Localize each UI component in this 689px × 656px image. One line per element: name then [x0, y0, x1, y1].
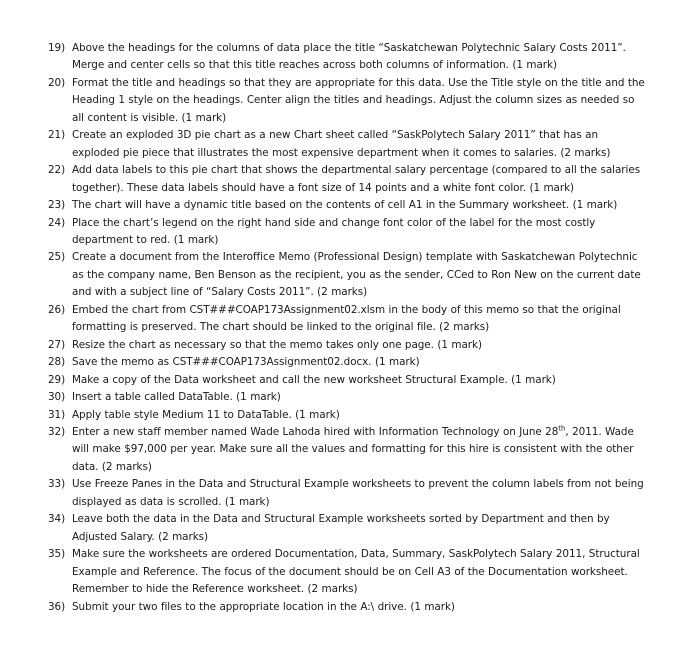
item-number: 33): [48, 478, 66, 491]
item-text: Leave both the data in the Data and Structural Example worksheets sorted by Department and then by Adjusted Salary. (2 marks): [72, 513, 610, 543]
instruction-list: [48, 40, 648, 616]
item-text: Format the title and headings so that they are appropriate for this data. Use the Title style on the title and the Heading 1 style on the headings. Center align the titles and headings. Adjust the column sizes as needed so all content is visible. (1 mark): [72, 76, 645, 124]
list-item: [48, 197, 648, 214]
item-number: 36): [48, 600, 66, 613]
item-number: 24): [48, 216, 66, 229]
item-text: [72, 424, 648, 476]
item-text: Make sure the worksheets are ordered Documentation, Data, Summary, SaskPolytech Salary 2011, Structural Example and Reference. The focus of the document should be on Cell A3 of the Documentation worksheet. Remember to hide the Reference worksheet. (2 marks): [72, 548, 640, 596]
item-text: Resize the chart as necessary so that the memo takes only one page. (1 mark): [72, 338, 482, 351]
list-item: [48, 337, 648, 354]
list-item: [48, 215, 648, 250]
item-text: Create a document from the Interoffice Memo (Professional Design) template with Saskatchewan Polytechnic as the company name, Ben Benson as the recipient, you as the sender, CCed to Ron New on the current date and with a subject line of “Salary Costs 2011”. (2 marks): [72, 251, 641, 299]
item-text: Embed the chart from CST###COAP173Assignment02.xlsm in the body of this memo so that the original formatting is preserved. The chart should be linked to the original file. (2 marks): [72, 303, 621, 334]
ordinal-superscript: th: [558, 424, 566, 433]
list-item: [48, 127, 648, 162]
item-number: 20): [48, 76, 66, 89]
list-item: [48, 476, 648, 511]
item-number: 34): [48, 513, 66, 526]
item-text: Above the headings for the columns of data place the title “Saskatchewan Polytechnic Salary Costs 2011”. Merge and center cells so that this title reaches across both columns of information. (1 mark): [72, 42, 626, 72]
item-text: Create an exploded 3D pie chart as a new Chart sheet called “SaskPolytech Salary 2011” that has an exploded pie piece that illustrates the most expensive department when it comes to salaries. (2 marks): [72, 129, 611, 159]
item-number: 29): [48, 373, 66, 386]
item-text: The chart will have a dynamic title based on the contents of cell A1 in the Summary worksheet. (1 mark): [72, 199, 618, 212]
item-number: 23): [48, 199, 66, 212]
item-number: 35): [48, 548, 66, 561]
item-text: Submit your two files to the appropriate location in the A:\ drive. (1 mark): [72, 600, 455, 613]
item-text: Make a copy of the Data worksheet and call the new worksheet Structural Example. (1 mark): [72, 373, 556, 386]
item-text: Use Freeze Panes in the Data and Structural Example worksheets to prevent the column labels from not being displayed as data is scrolled. (1 mark): [72, 478, 644, 508]
item-number: 28): [48, 356, 66, 369]
item-number: 22): [48, 164, 66, 177]
list-item: [48, 389, 648, 406]
item-number: 19): [48, 42, 66, 54]
item-number: 31): [48, 408, 66, 421]
list-item: [48, 424, 648, 476]
list-item: [48, 372, 648, 389]
item-number: 26): [48, 303, 66, 316]
list-item: [48, 302, 648, 337]
list-item: [48, 511, 648, 546]
item-text-before: Enter a new staff member named Wade Lahoda hired with Information Technology on June 28: [72, 425, 559, 438]
list-item: [48, 354, 648, 371]
list-item: [48, 75, 648, 127]
item-number: 30): [48, 391, 66, 404]
item-number: 27): [48, 338, 66, 351]
list-item: [48, 546, 648, 598]
list-item: [48, 249, 648, 301]
item-number: 32): [48, 425, 66, 438]
item-number: 25): [48, 251, 66, 264]
item-text-after: , 2011. Wade will make $97,000 per year. Make sure all the values and formatting for this hire is consistent with the other data. (2 marks): [72, 425, 634, 473]
item-text: Insert a table called DataTable. (1 mark): [72, 391, 281, 404]
item-number: 21): [48, 129, 66, 142]
item-text: Save the memo as CST###COAP173Assignment02.docx. (1 mark): [72, 356, 420, 369]
list-item: [48, 162, 648, 197]
list-item: [48, 599, 648, 616]
item-text: Apply table style Medium 11 to DataTable. (1 mark): [72, 408, 340, 421]
item-text: Add data labels to this pie chart that shows the departmental salary percentage (compared to all the salaries together). These data labels should have a font size of 14 points and a white font color. (1 mark): [72, 164, 641, 194]
list-item: [48, 40, 648, 75]
list-item: [48, 407, 648, 424]
item-text: Place the chart’s legend on the right hand side and change font color of the label for the most costly department to red. (1 mark): [72, 216, 596, 246]
